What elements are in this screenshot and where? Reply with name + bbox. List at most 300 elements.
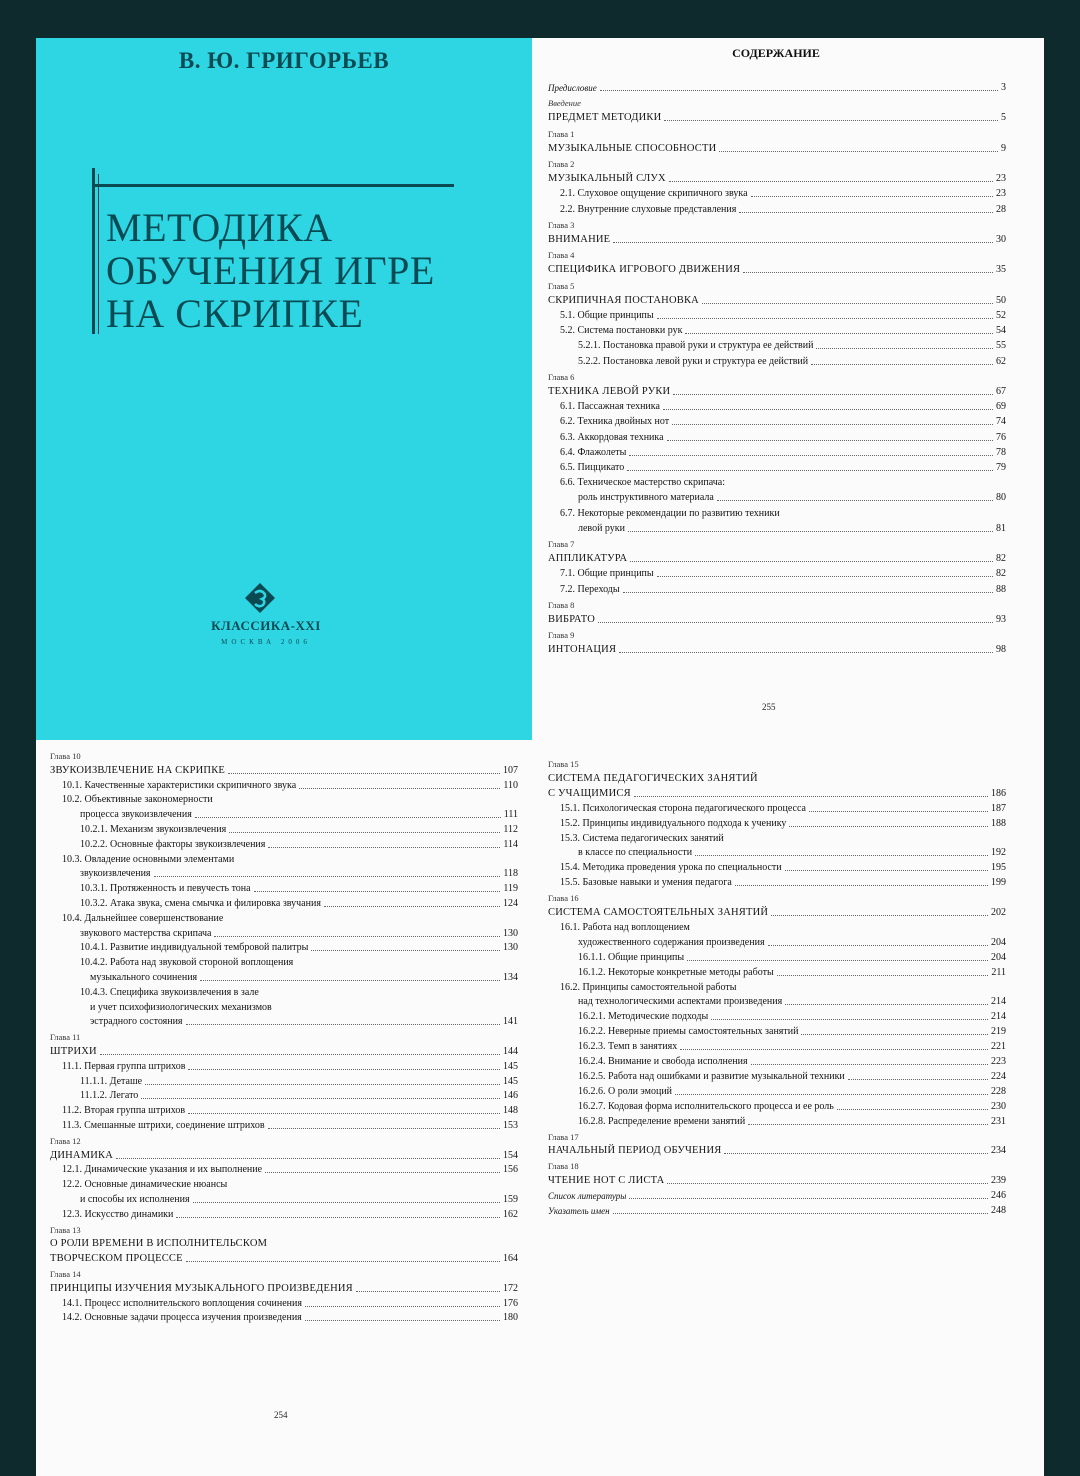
toc-page-number: 162 xyxy=(503,1208,518,1220)
toc-page-number: 52 xyxy=(996,310,1006,321)
toc-leader-dots xyxy=(667,440,993,441)
toc-entry-title: 12.3. Искусство динамики xyxy=(62,1208,174,1220)
toc-entry xyxy=(548,143,1006,155)
toc-page-number: 28 xyxy=(996,203,1006,215)
toc-entry-title: над технологическими аспектами произведения xyxy=(578,996,783,1008)
toc-entry-title: ПРИНЦИПЫ ИЗУЧЕНИЯ МУЗЫКАЛЬНОГО ПРОИЗВЕДЕНИЯ xyxy=(50,1282,353,1294)
toc-entry-title: 2.2. Внутренние слуховые представления xyxy=(560,203,737,215)
toc-entry xyxy=(560,982,1006,994)
toc-entry xyxy=(560,477,1006,489)
toc-page-number: 112 xyxy=(503,824,518,835)
toc-leader-dots xyxy=(675,1094,988,1095)
toc-entry-title: Глава 9 xyxy=(548,630,575,641)
toc-entry-title: 5.2.2. Постановка левой руки и структура ее действий xyxy=(578,355,809,367)
toc-entry-title: 2.1. Слуховое ощущение скрипичного звука xyxy=(560,188,748,200)
toc-leader-dots xyxy=(629,455,993,456)
toc-page-number: 50 xyxy=(996,294,1006,306)
toc-entry xyxy=(62,1120,518,1132)
toc-entry-title: 5.2.1. Постановка правой руки и структура ее действий xyxy=(578,340,814,352)
toc-entry xyxy=(80,987,518,999)
toc-entry xyxy=(578,937,1006,949)
toc-entry-title: 11.1.2. Легато xyxy=(80,1090,139,1102)
toc-chapter-label xyxy=(548,219,1006,231)
toc-entry xyxy=(548,773,1006,785)
toc-entry-title: ПРЕДМЕТ МЕТОДИКИ xyxy=(548,112,662,124)
toc-entry-title: процесса звукоизвлечения xyxy=(80,809,192,821)
toc-page-number: 159 xyxy=(503,1194,518,1205)
toc-page-number: 202 xyxy=(991,907,1006,918)
toc-entry-title: 6.6. Техническое мастерство скрипача: xyxy=(560,477,725,489)
toc-entry xyxy=(560,447,1006,459)
toc-entry-title: ШТРИХИ xyxy=(50,1046,97,1057)
toc-leader-dots xyxy=(748,1124,988,1125)
toc-entry xyxy=(560,803,1006,815)
toc-entry-title: левой руки xyxy=(578,522,626,534)
toc-chapter-label xyxy=(548,249,1006,261)
toc-leader-dots xyxy=(702,303,993,304)
toc-page-number: 79 xyxy=(996,462,1006,473)
toc-leader-dots xyxy=(613,242,993,243)
toc-leader-dots xyxy=(785,1004,988,1005)
toc-entry-title: Глава 18 xyxy=(548,1161,579,1172)
toc-page-number: 55 xyxy=(996,340,1006,352)
toc-entry-title: 16.1.2. Некоторые конкретные методы работы xyxy=(578,966,774,978)
toc-entry-title: 15.1. Психологическая сторона педагогического процесса xyxy=(560,802,806,814)
toc-page-number: 204 xyxy=(991,936,1006,948)
toc-entry-title: 6.3. Аккордовая техника xyxy=(560,431,664,443)
toc-page-number: 145 xyxy=(503,1075,518,1087)
toc-entry-title: 10.4.1. Развитие индивидуальной тембровой палитры xyxy=(80,942,309,954)
toc-leader-dots xyxy=(837,1109,988,1110)
toc-leader-dots xyxy=(188,1113,500,1114)
toc-entry xyxy=(560,877,1006,889)
toc-entry-title: Глава 3 xyxy=(548,219,575,230)
toc-entry-title: художественного содержания произведения xyxy=(578,936,765,948)
toc-page-number: 3 xyxy=(1001,82,1006,93)
toc-page-number: 111 xyxy=(503,809,518,821)
toc-leader-dots xyxy=(735,885,988,886)
toc-page-number: 67 xyxy=(996,386,1006,397)
toc-leader-dots xyxy=(299,788,500,789)
toc-entry xyxy=(62,1179,518,1191)
toc-entry-title: ЧТЕНИЕ НОТ С ЛИСТА xyxy=(548,1175,665,1187)
toc-entry-title: 16.2.4. Внимание и свобода исполнения xyxy=(578,1056,748,1067)
toc-entry xyxy=(80,1194,518,1206)
toc-entry xyxy=(80,824,518,836)
toc-leader-dots xyxy=(724,1153,988,1154)
toc-page-number: 119 xyxy=(503,883,518,895)
toc-page-number: 110 xyxy=(503,779,518,791)
toc-entry xyxy=(560,325,1006,337)
toc-entry xyxy=(578,996,1006,1008)
toc-entry xyxy=(578,1056,1006,1068)
toc-page-number: 187 xyxy=(991,802,1006,814)
toc-entry xyxy=(578,340,1006,352)
toc-entry-title: 6.7. Некоторые рекомендации по развитию техники xyxy=(560,507,780,519)
toc-leader-dots xyxy=(848,1079,988,1080)
toc-leader-dots xyxy=(777,975,989,976)
toc-leader-dots xyxy=(657,576,993,577)
toc-entry xyxy=(80,839,518,851)
toc-entry xyxy=(560,584,1006,596)
toc-entry xyxy=(560,188,1006,200)
toc-entry-title: 10.1. Качественные характеристики скрипичного звука xyxy=(62,779,297,791)
toc-leader-dots xyxy=(667,1183,988,1184)
toc-page-number: 164 xyxy=(503,1253,518,1265)
toc-entry xyxy=(578,492,1006,504)
toc-leader-dots xyxy=(785,870,988,871)
toc-page-number: 153 xyxy=(503,1120,518,1131)
toc-entry-title: 15.3. Система педагогических занятий xyxy=(560,832,724,844)
toc-page-number: 221 xyxy=(991,1041,1006,1053)
toc-entry xyxy=(560,833,1006,845)
toc-leader-dots xyxy=(680,1049,988,1050)
toc-entry xyxy=(548,553,1006,565)
toc-entry xyxy=(548,614,1006,626)
toc-entry xyxy=(62,1209,518,1221)
toc-entry-title: 14.2. Основные задачи процесса изучения произведения xyxy=(62,1312,302,1324)
cover-rule-vertical-2 xyxy=(98,174,99,334)
toc-chapter-label xyxy=(548,128,1006,140)
toc-leader-dots xyxy=(672,424,993,425)
toc-entry-title: 5.2. Система постановки рук xyxy=(560,325,683,337)
toc-leader-dots xyxy=(717,500,993,501)
toc-chapter-label xyxy=(548,97,1006,109)
toc-page-number: 234 xyxy=(991,1145,1006,1157)
toc-entry xyxy=(578,1026,1006,1038)
toc-leader-dots xyxy=(623,592,993,593)
toc-entry xyxy=(560,416,1006,428)
toc-leader-dots xyxy=(145,1084,500,1085)
toc-entry xyxy=(560,432,1006,444)
toc-page-number: 80 xyxy=(996,492,1006,504)
toc-entry xyxy=(548,1205,1006,1217)
toc-entry xyxy=(548,1175,1006,1187)
toc-leader-dots xyxy=(265,1172,500,1173)
toc-entry xyxy=(62,780,518,792)
toc-entry-title: СИСТЕМА ПЕДАГОГИЧЕСКИХ ЗАНЯТИЙ xyxy=(548,772,758,784)
toc-entry xyxy=(80,942,518,954)
cover-publisher: КЛАССИКА-XXI xyxy=(211,618,321,633)
toc-leader-dots xyxy=(711,1019,988,1020)
toc-entry-title: Предисловие xyxy=(548,83,597,93)
toc-page-number: 246 xyxy=(991,1190,1006,1202)
toc-page-number: 78 xyxy=(996,446,1006,458)
toc-entry-title: 16.2.2. Неверные приемы самостоятельных занятий xyxy=(578,1026,799,1038)
toc-chapter-label xyxy=(50,1135,518,1147)
toc-entry-title: МУЗЫКАЛЬНЫЙ СЛУХ xyxy=(548,173,666,185)
toc-page-number: 130 xyxy=(503,942,518,954)
toc-page-number: 82 xyxy=(996,553,1006,565)
toc-chapter-label xyxy=(548,1131,1006,1143)
toc-entry-title: Глава 2 xyxy=(548,159,575,169)
toc-leader-dots xyxy=(305,1320,500,1321)
toc-leader-dots xyxy=(229,832,500,833)
publisher-logo-icon xyxy=(244,582,276,614)
toc-page-number: 82 xyxy=(996,568,1006,580)
toc-page-number: 145 xyxy=(503,1060,518,1072)
toc-page-number: 76 xyxy=(996,431,1006,443)
toc-leader-dots xyxy=(598,622,993,623)
toc-entry xyxy=(548,386,1006,398)
toc-entry xyxy=(560,862,1006,874)
toc-page-number: 23 xyxy=(996,173,1006,185)
toc-entry-title: Глава 5 xyxy=(548,280,575,291)
toc-entry-title: О РОЛИ ВРЕМЕНИ В ИСПОЛНИТЕЛЬСКОМ xyxy=(50,1238,268,1250)
toc-page-number: 195 xyxy=(991,862,1006,874)
toc-page-number: 148 xyxy=(503,1105,518,1117)
toc-entry-title: МУЗЫКАЛЬНЫЕ СПОСОБНОСТИ xyxy=(548,142,717,154)
toc-leader-dots xyxy=(311,950,500,951)
book-cover xyxy=(36,38,532,740)
toc-entry-title: 10.4.2. Работа над звуковой стороной воплощения xyxy=(80,957,294,969)
toc-entry-title: Глава 7 xyxy=(548,539,575,549)
toc-leader-dots xyxy=(809,811,988,812)
toc-entry xyxy=(80,898,518,910)
toc-entry xyxy=(548,788,1006,800)
toc-entry-title: 10.4.3. Специфика звукоизвлечения в зале xyxy=(80,986,259,998)
toc-leader-dots xyxy=(751,196,993,197)
toc-leader-dots xyxy=(228,773,500,774)
toc-entry-title: 16.1. Работа над воплощением xyxy=(560,921,690,933)
toc-entry xyxy=(62,1061,518,1073)
toc-entry xyxy=(62,1298,518,1310)
toc-entry-title: Глава 10 xyxy=(50,751,81,761)
toc-leader-dots xyxy=(630,561,993,562)
toc-entry xyxy=(578,1116,1006,1128)
toc-page-number: 186 xyxy=(991,787,1006,799)
toc-leader-dots xyxy=(268,847,500,848)
toc-page-number: 199 xyxy=(991,877,1006,889)
toc-heading: СОДЕРЖАНИЕ xyxy=(732,46,820,60)
cover-title-line-2: ОБУЧЕНИЯ ИГРЕ xyxy=(106,248,435,293)
toc-leader-dots xyxy=(719,151,998,152)
toc-leader-dots xyxy=(200,980,500,981)
toc-leader-dots xyxy=(801,1034,988,1035)
toc-entry xyxy=(90,1002,518,1014)
scanned-page-spread xyxy=(36,38,1044,1476)
toc-leader-dots xyxy=(751,1064,988,1065)
toc-entry-title: ВНИМАНИЕ xyxy=(548,234,611,245)
toc-entry-title: 7.2. Переходы xyxy=(560,583,620,595)
toc-entry-title: 16.2.7. Кодовая форма исполнительского процесса и ее роль xyxy=(578,1100,834,1112)
toc-entry-title: 6.5. Пиццикато xyxy=(560,462,625,473)
toc-leader-dots xyxy=(193,1202,500,1203)
toc-page-number: 124 xyxy=(503,898,518,909)
toc-entry-title: 16.2.8. Распределение времени занятий xyxy=(578,1115,746,1127)
cover-author: В. Ю. ГРИГОРЬЕВ xyxy=(178,48,390,73)
toc-leader-dots xyxy=(664,120,998,121)
toc-entry xyxy=(90,972,518,984)
toc-page-number: 114 xyxy=(503,838,518,850)
toc-leader-dots xyxy=(176,1217,500,1218)
toc-leader-dots xyxy=(268,1128,500,1129)
toc-entry-title: 7.1. Общие принципы xyxy=(560,568,654,580)
toc-entry xyxy=(50,1046,518,1058)
toc-entry xyxy=(50,765,518,777)
toc-leader-dots xyxy=(186,1024,500,1025)
toc-page-number: 214 xyxy=(991,1011,1006,1023)
toc-page-number: 172 xyxy=(503,1282,518,1294)
toc-page-number: 156 xyxy=(503,1164,518,1176)
toc-page-number: 35 xyxy=(996,264,1006,276)
toc-entry-title: 5.1. Общие принципы xyxy=(560,310,654,321)
toc-page-number: 69 xyxy=(996,401,1006,413)
toc-chapter-label xyxy=(50,1224,518,1236)
toc-leader-dots xyxy=(600,90,998,91)
toc-page-number: 214 xyxy=(991,996,1006,1008)
toc-entry-title: Глава 1 xyxy=(548,128,575,139)
toc-leader-dots xyxy=(628,531,993,532)
toc-page-number: 30 xyxy=(996,234,1006,245)
toc-entry xyxy=(50,1238,518,1250)
toc-page-number: 54 xyxy=(996,325,1006,337)
toc-entry-title: Глава 13 xyxy=(50,1224,81,1235)
toc-entry-title: 11.1.1. Деташе xyxy=(80,1075,143,1087)
toc-entry-title: Глава 4 xyxy=(548,250,575,261)
toc-page-number: 144 xyxy=(503,1046,518,1057)
toc-entry xyxy=(80,1076,518,1088)
toc-entry-title: 15.5. Базовые навыки и умения педагога xyxy=(560,877,732,889)
toc-chapter-label xyxy=(548,158,1006,170)
toc-entry-title: АППЛИКАТУРА xyxy=(548,553,628,565)
toc-entry xyxy=(62,794,518,806)
toc-entry xyxy=(62,1164,518,1176)
toc-entry-title: 10.4. Дальнейшее совершенствование xyxy=(62,912,224,924)
toc-entry-title: ЗВУКОИЗВЛЕЧЕНИЕ НА СКРИПКЕ xyxy=(50,764,226,776)
toc-entry-title: 10.3.2. Атака звука, смена смычка и филировка звучания xyxy=(80,898,321,909)
toc-entry-title: 12.1. Динамические указания и их выполнение xyxy=(62,1164,263,1176)
toc-page-number: 230 xyxy=(991,1100,1006,1112)
toc-leader-dots xyxy=(154,876,501,877)
toc-entry xyxy=(560,508,1006,520)
toc-entry xyxy=(50,1150,518,1162)
toc-leader-dots xyxy=(141,1098,500,1099)
toc-entry-title: и способы их исполнения xyxy=(80,1194,190,1205)
toc-page-number: 93 xyxy=(996,614,1006,625)
toc-entry xyxy=(548,1145,1006,1157)
toc-entry-title: 16.1.1. Общие принципы xyxy=(578,951,685,963)
toc-page-number: 204 xyxy=(991,951,1006,963)
toc-entry-title: 10.3. Овладение основными элементами xyxy=(62,853,235,865)
toc-entry xyxy=(80,883,518,895)
toc-page-number: 154 xyxy=(503,1149,518,1161)
toc-entry-title: 16.2.5. Работа над ошибками и развитие музыкальной техники xyxy=(578,1070,845,1082)
toc-entry-title: С УЧАЩИМИСЯ xyxy=(548,787,631,799)
toc-entry-title: Глава 16 xyxy=(548,893,579,904)
toc-entry-title: музыкального сочинения xyxy=(90,972,198,983)
toc-page-number: 62 xyxy=(996,355,1006,367)
toc-entry-title: Введение xyxy=(548,98,581,109)
toc-leader-dots xyxy=(627,470,993,471)
toc-leader-dots xyxy=(695,855,988,856)
toc-chapter-label xyxy=(548,629,1006,641)
toc-entry-title: 6.4. Флажолеты xyxy=(560,446,627,458)
toc-entry-title: 16.2.6. О роли эмоций xyxy=(578,1085,673,1097)
toc-leader-dots xyxy=(634,796,988,797)
toc-entry xyxy=(80,868,518,880)
toc-leader-dots xyxy=(324,906,500,907)
toc-entry-title: 12.2. Основные динамические нюансы xyxy=(62,1179,228,1191)
toc-page-number: 98 xyxy=(996,644,1006,656)
toc-entry-title: Глава 8 xyxy=(548,599,575,610)
toc-entry xyxy=(548,173,1006,185)
toc-entry-title: Глава 14 xyxy=(50,1269,81,1279)
toc-entry-title: и учет психофизиологических механизмов xyxy=(90,1001,272,1013)
toc-leader-dots xyxy=(629,1198,988,1199)
toc-leader-dots xyxy=(188,1069,500,1070)
toc-leader-dots xyxy=(186,1261,500,1262)
toc-entry-title: 11.1. Первая группа штрихов xyxy=(62,1060,186,1072)
toc-leader-dots xyxy=(811,364,993,365)
toc-leader-dots xyxy=(771,915,988,916)
toc-chapter-label xyxy=(548,758,1006,770)
toc-entry xyxy=(560,401,1006,413)
page-number-left: 254 xyxy=(274,1410,288,1420)
toc-page-number: 134 xyxy=(503,972,518,983)
toc-entry-title: Глава 15 xyxy=(548,759,579,769)
toc-page-number: 211 xyxy=(991,966,1006,978)
toc-entry xyxy=(548,234,1006,246)
toc-page-number: 81 xyxy=(996,522,1006,534)
toc-entry-title: ТЕХНИКА ЛЕВОЙ РУКИ xyxy=(548,386,671,397)
toc-entry xyxy=(560,310,1006,322)
toc-leader-dots xyxy=(657,318,993,319)
toc-page-number: 23 xyxy=(996,188,1006,200)
toc-entry xyxy=(548,82,1006,94)
toc-entry xyxy=(80,957,518,969)
toc-entry-title: СПЕЦИФИКА ИГРОВОГО ДВИЖЕНИЯ xyxy=(548,264,741,276)
toc-entry xyxy=(80,1090,518,1102)
toc-entry-title: СИСТЕМА САМОСТОЯТЕЛЬНЫХ ЗАНЯТИЙ xyxy=(548,907,769,918)
toc-chapter-label xyxy=(548,892,1006,904)
toc-entry-title: 6.2. Техника двойных нот xyxy=(560,416,670,428)
toc-chapter-label xyxy=(50,1031,518,1043)
toc-entry-title: в классе по специальности xyxy=(578,847,693,859)
toc-entry xyxy=(578,1071,1006,1083)
toc-page-number: 228 xyxy=(991,1085,1006,1097)
toc-page-number: 231 xyxy=(991,1115,1006,1127)
toc-leader-dots xyxy=(100,1054,500,1055)
toc-entry xyxy=(548,907,1006,919)
toc-entry xyxy=(578,1101,1006,1113)
toc-entry-title: звукоизвлечения xyxy=(80,868,151,880)
toc-entry xyxy=(90,1016,518,1028)
toc-entry xyxy=(548,644,1006,656)
toc-leader-dots xyxy=(789,826,988,827)
toc-page-number: 146 xyxy=(503,1090,518,1102)
toc-chapter-label xyxy=(548,280,1006,292)
toc-page-number: 9 xyxy=(1001,142,1006,154)
toc-entry xyxy=(578,356,1006,368)
toc-entry xyxy=(548,264,1006,276)
toc-entry xyxy=(578,967,1006,979)
toc-entry-title: роль инструктивного материала xyxy=(578,492,714,504)
toc-entry-title: 10.2. Объективные закономерности xyxy=(62,794,213,806)
toc-chapter-label xyxy=(548,1160,1006,1172)
toc-entry-title: 10.3.1. Протяженность и певучесть тона xyxy=(80,883,251,895)
toc-entry xyxy=(578,1011,1006,1023)
toc-entry xyxy=(560,818,1006,830)
toc-page-number: 5 xyxy=(1001,112,1006,124)
cover-title-line-1: МЕТОДИКА xyxy=(106,205,333,250)
toc-entry-title: Указатель имен xyxy=(548,1206,610,1216)
toc-entry xyxy=(578,1041,1006,1053)
toc-entry-title: СКРИПИЧНАЯ ПОСТАНОВКА xyxy=(548,294,699,306)
toc-entry-title: 10.2.1. Механизм звукоизвлечения xyxy=(80,824,227,835)
toc-leader-dots xyxy=(739,212,993,213)
toc-entry-title: 10.2.2. Основные факторы звукоизвлечения xyxy=(80,838,266,850)
